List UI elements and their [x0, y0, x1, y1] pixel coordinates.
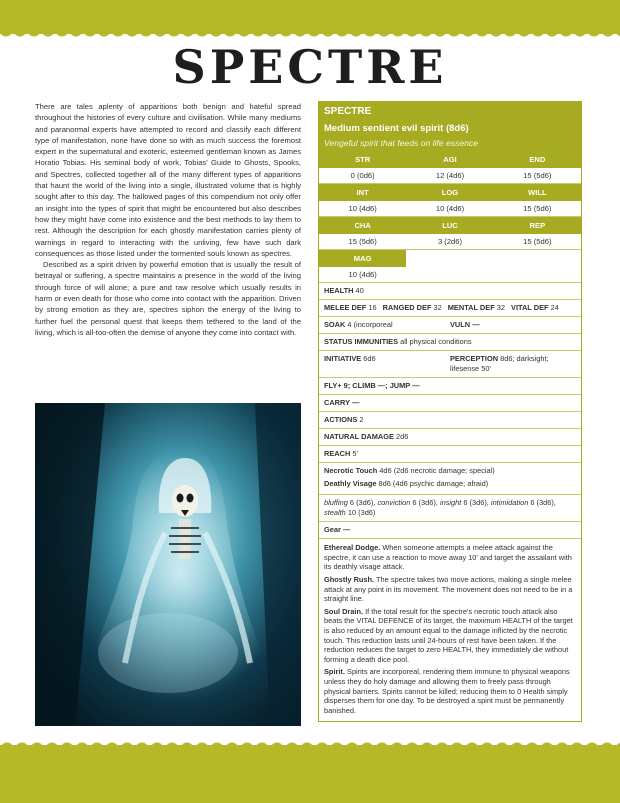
- ability-ghostly-rush: [324, 575, 576, 604]
- soak-value: 4 (incorporeal: [347, 320, 393, 329]
- attr-value-luc: 3 (2d6): [406, 234, 493, 250]
- attr-value-end: 15 (5d6): [494, 168, 581, 184]
- perception-value: 8d6; darksight; lifesense 50': [450, 354, 549, 373]
- ability-soul-drain: [324, 607, 576, 665]
- attacks-row: [319, 463, 581, 495]
- ability-ethereal-dodge: [324, 543, 576, 572]
- climb-label: CLIMB: [352, 381, 376, 390]
- skills-row: [319, 495, 581, 522]
- attack-name: Deathly Visage: [324, 478, 377, 488]
- vital-def-value: 24: [550, 303, 559, 312]
- bottom-border-band: [0, 745, 620, 803]
- reach-label: REACH: [324, 449, 351, 458]
- attr-value-mag: 10 (4d6): [319, 267, 406, 283]
- initiative-value: 6d6: [363, 354, 376, 363]
- skill-value: 6 (3d6),: [412, 498, 438, 508]
- attack-necrotic-touch: [324, 466, 576, 476]
- attr-label-log: LOG: [406, 184, 493, 201]
- jump-label: JUMP: [389, 381, 411, 390]
- vital-def-label: VITAL DEF: [511, 303, 549, 312]
- attack-value: 8d6 (4d6 psychic damage; afraid): [378, 478, 489, 488]
- perception-label: PERCEPTION: [450, 354, 499, 363]
- mental-def-value: 32: [496, 303, 506, 312]
- skill-name: bluffing: [324, 498, 348, 508]
- melee-def-label: MELEE DEF: [324, 303, 367, 312]
- attr-value-log: 10 (4d6): [406, 201, 493, 217]
- ability-text: When someone attempts a melee attack against the spectre, it can use a reaction to move away 10' and target the assailant with its deathly visage attack.: [324, 543, 572, 572]
- attr-label-cha: CHA: [319, 217, 406, 234]
- ability-spirit: [324, 667, 576, 715]
- gear-label: Gear: [324, 525, 341, 535]
- attr-label-end: END: [494, 151, 581, 168]
- abilities-section: [319, 539, 581, 721]
- creature-name: SPECTRE: [324, 106, 372, 117]
- attr-label-mag: MAG: [319, 250, 406, 267]
- skill-value: 6 (3d6),: [349, 498, 376, 508]
- carry-value: —: [352, 398, 360, 407]
- attr-value-cha: 15 (5d6): [319, 234, 406, 250]
- movement-row: [319, 378, 581, 395]
- ability-name: Spirit.: [324, 667, 345, 677]
- attack-deathly-visage: [324, 479, 576, 489]
- immunities-row: [319, 334, 581, 351]
- attr-value-int: 10 (4d6): [319, 201, 406, 217]
- ability-text: If the total result for the spectre's necrotic touch attack also beats the VITAL DEFENCE of its target, the maximum HEALTH of the target is also reduced by an amount equal to the damage inflicted by the necrotic touch. This reduction lasts until 24-hours of rest have been taken. If the reduction reduces the target to zero HEALTH, they immediately die without forming a death dice pool.: [324, 606, 573, 664]
- ability-text: Spirits are incorporeal, rendering them immune to physical weapons unless they do holy damage and allowing them to freely pass through physical barriers. Spirits cannot be killed; reducing them to 0 Health simply disperses them for one day. To be destroyed a spirit must be permanently banished.: [324, 667, 570, 715]
- actions-label: ACTIONS: [324, 415, 358, 424]
- initiative-label: INITIATIVE: [324, 354, 362, 363]
- immunities-label: STATUS IMMUNITIES: [324, 337, 399, 346]
- intro-text: [35, 101, 301, 338]
- page-title: SPECTRE: [172, 40, 448, 94]
- creature-type: Medium sentient evil spirit (8d6): [324, 123, 469, 134]
- health-value: 40: [355, 286, 364, 295]
- mental-def-label: MENTAL DEF: [447, 303, 495, 312]
- actions-value: 2: [359, 415, 364, 424]
- reach-row: [319, 446, 581, 463]
- attr-label-agi: AGI: [406, 151, 493, 168]
- carry-label: CARRY: [324, 398, 351, 407]
- ability-name: Soul Drain.: [324, 606, 364, 616]
- fly-value: + 9;: [337, 381, 351, 390]
- soak-vuln-row: [319, 317, 581, 334]
- jump-value: —: [412, 381, 420, 390]
- natural-damage-value: 2d6: [396, 432, 409, 441]
- ranged-def-value: 32: [433, 303, 442, 312]
- melee-def-value: 16: [368, 303, 377, 312]
- actions-row: [319, 412, 581, 429]
- skill-name: stealth: [324, 508, 346, 518]
- reach-value: 5': [352, 449, 358, 458]
- natural-damage-row: [319, 429, 581, 446]
- attack-name: Necrotic Touch: [324, 466, 378, 475]
- gear-row: [319, 522, 581, 539]
- attr-value-will: 15 (5d6): [494, 201, 581, 217]
- top-border-band: [0, 0, 620, 34]
- defense-row: [319, 300, 581, 317]
- ranged-def-label: RANGED DEF: [382, 303, 432, 312]
- stat-block: [318, 101, 582, 722]
- health-row: [319, 283, 581, 300]
- skill-value: 10 (3d6): [347, 508, 376, 518]
- attr-value-str: 0 (0d6): [319, 168, 406, 184]
- vuln-value: —: [472, 320, 480, 329]
- ability-name: Ghostly Rush.: [324, 574, 375, 584]
- skill-value: 6 (3d6),: [530, 498, 556, 508]
- skill-value: 6 (3d6),: [463, 498, 489, 508]
- skill-name: insight: [439, 498, 462, 508]
- immunities-value: all physical conditions: [400, 337, 472, 346]
- attr-value-agi: 12 (4d6): [406, 168, 493, 184]
- skill-name: intimidation: [490, 498, 529, 508]
- gear-value: —: [342, 525, 351, 535]
- fly-label: FLY: [324, 381, 338, 390]
- ability-text: The spectre takes two move actions, making a single melee attack at any point in its movement. The movement does not need to be in a straight line.: [324, 574, 573, 604]
- attr-label-rep: REP: [494, 217, 581, 234]
- carry-row: [319, 395, 581, 412]
- creature-flavor: Vengeful spirit that feeds on life essence: [324, 138, 478, 148]
- soak-label: SOAK: [324, 320, 346, 329]
- skill-name: conviction: [377, 498, 411, 508]
- attribute-grid: [319, 151, 581, 283]
- attr-label-will: WILL: [494, 184, 581, 201]
- attr-label-str: STR: [319, 151, 406, 168]
- initiative-perception-row: [319, 351, 581, 378]
- vuln-label: VULN: [450, 320, 471, 329]
- spectre-illustration: [35, 403, 301, 726]
- intro-paragraph-1: There are tales aplenty of apparitions both benign and hateful spread throughout the histories of every culture and civilisation. While many mediums and paranormal experts have attempted to record and classify each different type of manifestation, none have done so with as much success the foremost expert in the supernatural and exoteric, esteemed gentleman known as James Horatio Tobias. His seminal body of work, Tobias' Guide to Ghosts, Spooks, and Spectres, collected together all of the many different types of apparitions that haunt the world of the living into a single, illustrated volume that is highly sought after to this day. The hallowed pages of this compendium not only offer an insight into the types of spirit that might be encountered but also describes how they might have come into existence and the best methods to lay them to rest. Although the description for each ghostly manifestation carries plenty of warnings in regard to interacting with the unliving, few have such dark consequences as those listed under the tormented souls known as spectres.: [35, 102, 301, 258]
- intro-paragraph-2: Described as a spirit driven by powerful emotion that is usually the result of betrayal or suffering, a spectre maintains a presence in the world of the living through force of will alone; a pure and raw resolve which usually results in harm or even death for those who come into contact with the apparition. Driven by strong emotion as they are, spectres siphon the energy of the living to further fuel the personal quest that keeps them tethered to the land of the living, which is all-too-often the demise of anyone they come into contact with.: [35, 260, 301, 337]
- natural-damage-label: NATURAL DAMAGE: [324, 432, 394, 441]
- health-label: HEALTH: [324, 286, 354, 295]
- climb-value: —;: [377, 381, 388, 390]
- attr-label-int: INT: [319, 184, 406, 201]
- ability-name: Ethereal Dodge.: [324, 543, 381, 553]
- attr-value-rep: 15 (5d6): [494, 234, 581, 250]
- attack-value: 4d6 (2d6 necrotic damage; special): [379, 466, 495, 475]
- stat-block-header: [319, 102, 581, 151]
- attr-label-luc: LUC: [406, 217, 493, 234]
